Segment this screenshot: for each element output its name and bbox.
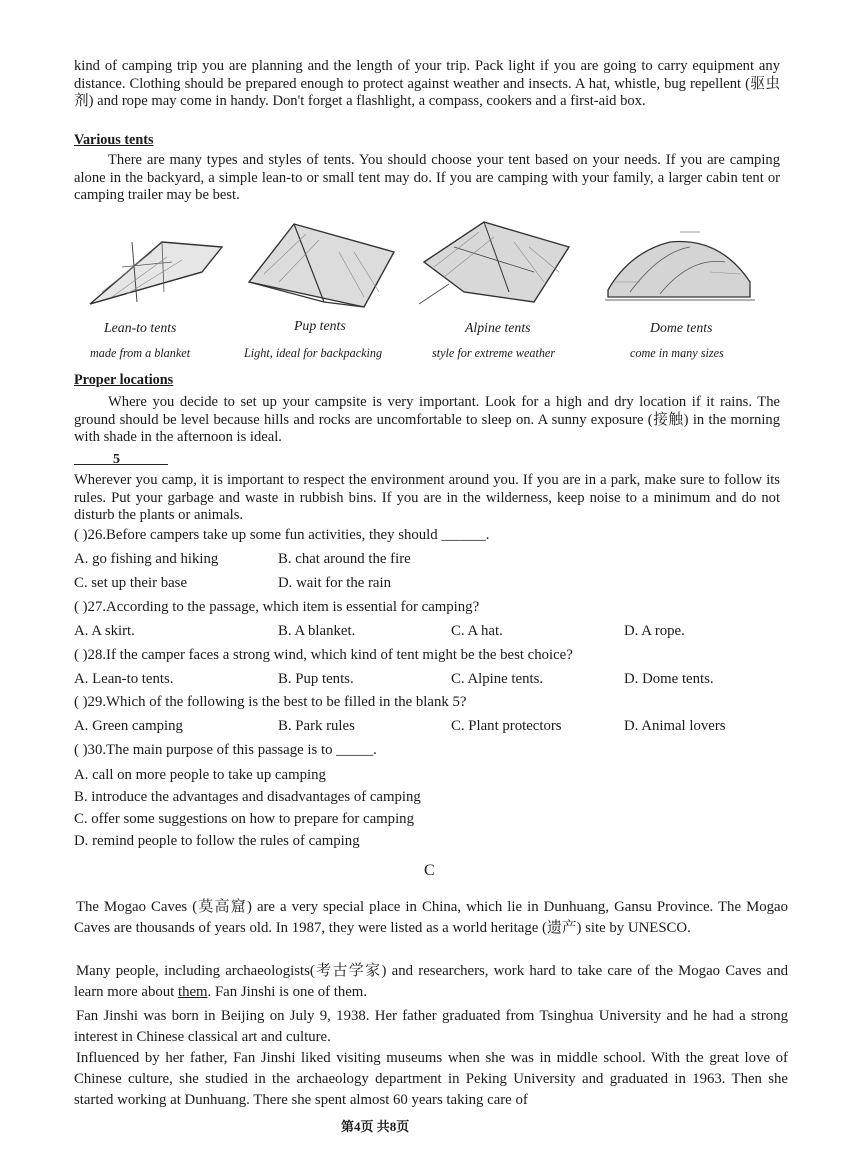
section-c-letter: C <box>424 862 435 879</box>
q28-option-d[interactable]: D. Dome tents. <box>624 671 714 687</box>
q27-option-b[interactable]: B. A blanket. <box>278 623 356 639</box>
q30-option-a[interactable]: A. call on more people to take up camping <box>74 767 326 783</box>
tent-note-pup: Light, ideal for backpacking <box>244 346 383 360</box>
lean-to-tent-image <box>82 212 247 312</box>
question-28: ( )28.If the camper faces a strong wind, which kind of tent might be the best choice? <box>74 647 573 663</box>
section-c-paragraph-4: Influenced by her father, Fan Jinshi liked visiting museums when she was in middle school. With the great love of Chinese culture, she studied in the archaeology department in Peking University and graduated in 1963. Then she started working at Dunhuang. There she spent almost 60 years taking care of <box>74 1050 788 1108</box>
q26-option-b[interactable]: B. chat around the fire <box>278 551 411 567</box>
tent-name-lean-to: Lean-to tents <box>104 320 177 335</box>
q27-option-d[interactable]: D. A rope. <box>624 623 685 639</box>
locations-heading: Proper locations <box>74 372 174 388</box>
tent-name-pup: Pup tents <box>294 318 346 333</box>
blank-line <box>74 464 168 465</box>
section-c-paragraph-1: The Mogao Caves (莫高窟) are a very special place in China, which lie in Dunhuang, Gansu Province. The Mogao Caves are thousands of years old. In 1987, they were listed as a world heritage (遗产) site by UNESCO. <box>74 899 788 936</box>
paragraph-2-text-after: . Fan Jinshi is one of them. <box>207 984 368 1000</box>
tent-note-alpine: style for extreme weather <box>432 346 556 360</box>
pup-tent-image <box>244 212 409 312</box>
q26-option-c[interactable]: C. set up their base <box>74 575 188 591</box>
tent-note-lean-to: made from a blanket <box>90 346 191 360</box>
question-26: ( )26.Before campers take up some fun activities, they should ______. <box>74 527 490 543</box>
blank-number: 5 <box>113 452 120 467</box>
q28-option-b[interactable]: B. Pup tents. <box>278 671 354 687</box>
tents-paragraph: There are many types and styles of tents. You should choose your tent based on your needs. If you are camping alone in the backyard, a simple lean-to or small tent may do. If you are camping with your family, a larger cabin tent or camping trailer may be best. <box>74 152 780 204</box>
paragraph-2-text-before: Many people, including archaeologists(考古学家) and researchers, work hard to take care of the Mogao Caves and learn more about <box>74 963 788 1000</box>
page-footer: 第4页 共8页 <box>341 1119 410 1134</box>
tent-note-dome: come in many sizes <box>630 346 724 360</box>
q26-option-a[interactable]: A. go fishing and hiking <box>74 551 219 567</box>
q30-option-c[interactable]: C. offer some suggestions on how to prepare for camping <box>74 811 414 827</box>
q30-option-d[interactable]: D. remind people to follow the rules of camping <box>74 833 360 849</box>
q29-option-b[interactable]: B. Park rules <box>278 718 355 734</box>
q28-option-a[interactable]: A. Lean-to tents. <box>74 671 174 687</box>
q30-option-b[interactable]: B. introduce the advantages and disadvantages of camping <box>74 789 421 805</box>
underlined-word-them: them <box>177 984 208 1000</box>
q29-option-a[interactable]: A. Green camping <box>74 718 183 734</box>
tents-heading: Various tents <box>74 132 154 148</box>
q29-option-d[interactable]: D. Animal lovers <box>624 718 726 734</box>
question-30: ( )30.The main purpose of this passage is to _____. <box>74 742 377 758</box>
dome-tent-image <box>600 212 765 312</box>
q29-option-c[interactable]: C. Plant protectors <box>451 718 562 734</box>
question-29: ( )29.Which of the following is the best to be filled in the blank 5? <box>74 694 467 710</box>
q26-option-d[interactable]: D. wait for the rain <box>278 575 391 591</box>
q27-option-a[interactable]: A. A skirt. <box>74 623 135 639</box>
section-c-paragraph-3: Fan Jinshi was born in Beijing on July 9, 1938. Her father graduated from Tsinghua University and he had a strong interest in Chinese classical art and culture. <box>74 1008 788 1045</box>
alpine-tent-image <box>414 212 579 312</box>
environment-paragraph: Wherever you camp, it is important to respect the environment around you. If you are in a park, make sure to follow its rules. Put your garbage and waste in rubbish bins. If you are in the wilderness, keep noise to a minimum and do not disturb the plants or animals. <box>74 472 780 524</box>
tent-name-alpine: Alpine tents <box>465 320 531 335</box>
question-27: ( )27.According to the passage, which item is essential for camping? <box>74 599 480 615</box>
tent-name-dome: Dome tents <box>650 320 713 335</box>
q27-option-c[interactable]: C. A hat. <box>451 623 503 639</box>
q28-option-c[interactable]: C. Alpine tents. <box>451 671 544 687</box>
intro-paragraph: kind of camping trip you are planning and the length of your trip. Pack light if you are going to carry equipment any distance. Clothing should be prepared enough to protect against weather and insects. A hat, whistle, bug repellent (驱虫剂) and rope may come in handy. Don't forget a flashlight, a compass, cookers and a first-aid box. <box>74 58 780 110</box>
section-c-paragraph-2 <box>74 961 788 1003</box>
locations-paragraph: Where you decide to set up your campsite is very important. Look for a high and dry location if it rains. The ground should be level because hills and rocks are uncomfortable to sleep on. A sunny exposure (接触) in the morning with shade in the afternoon is ideal. <box>74 394 780 446</box>
